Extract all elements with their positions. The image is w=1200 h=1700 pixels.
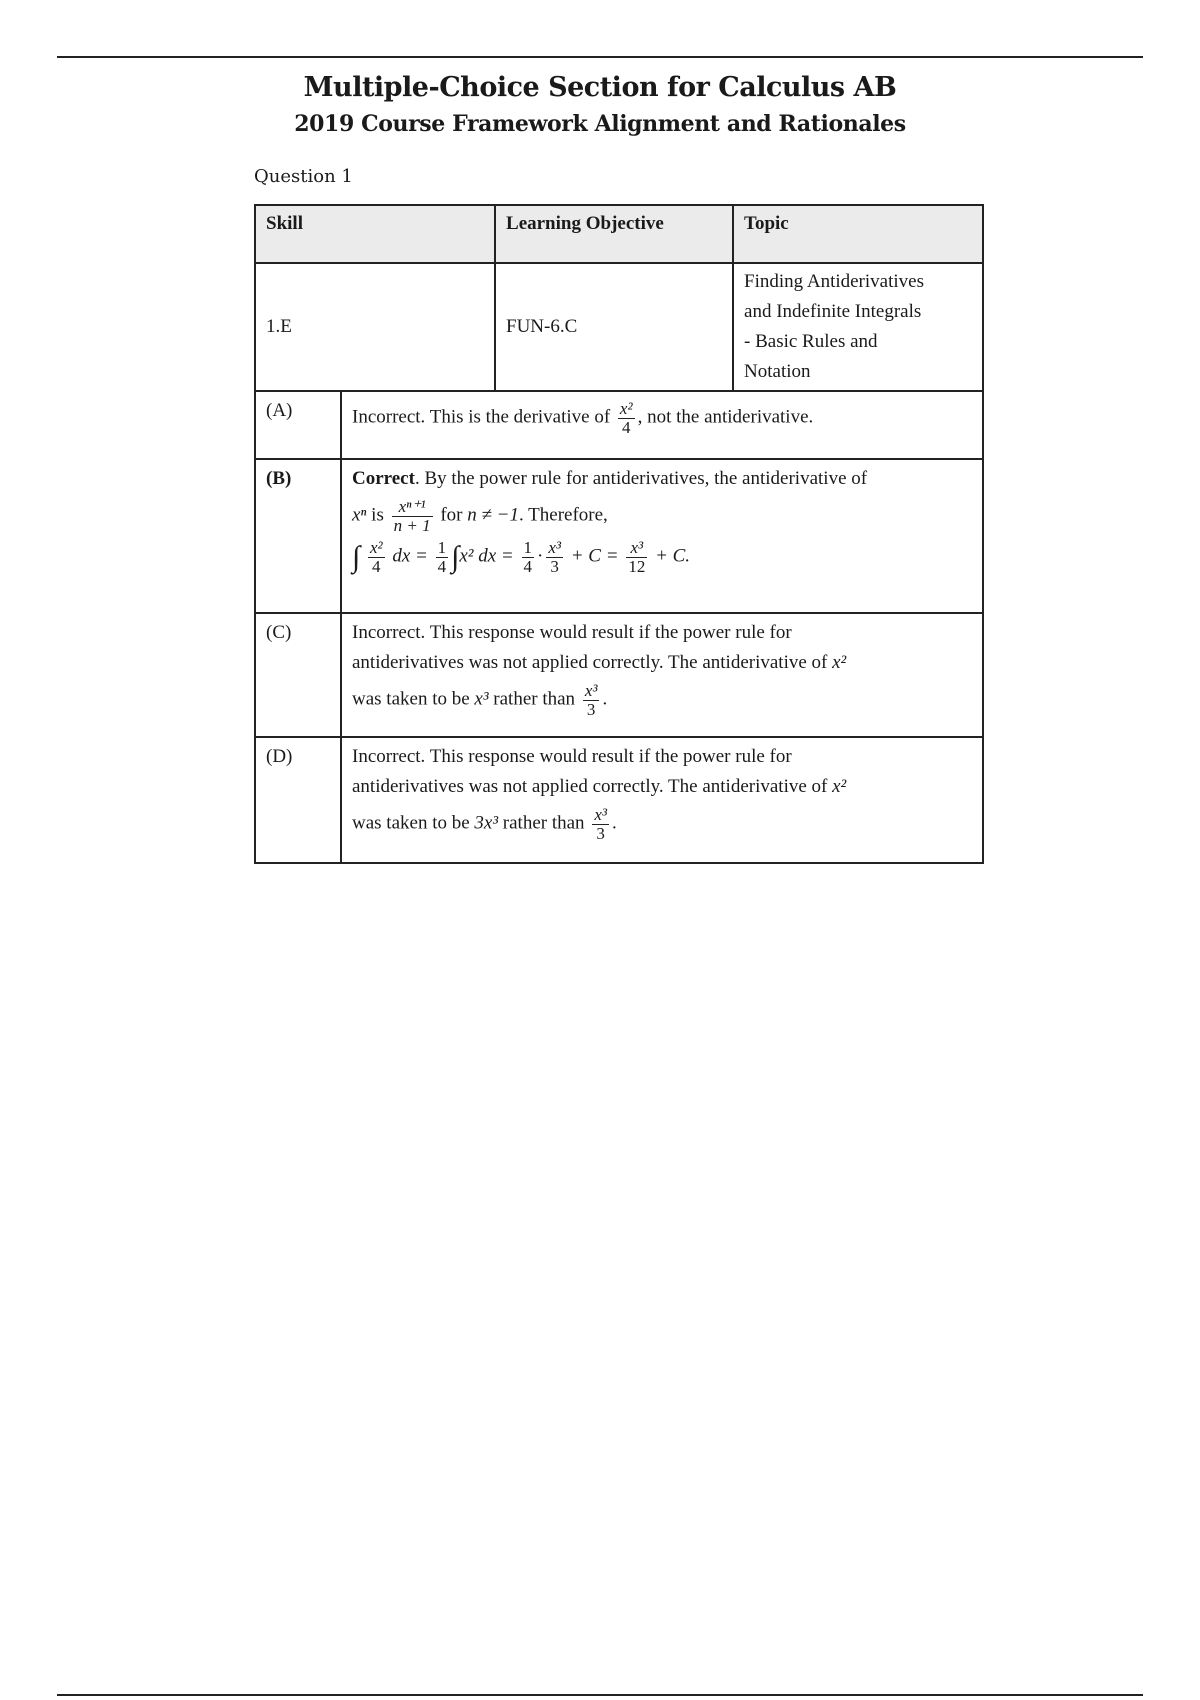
answer-a-text-before: Incorrect. This is the derivative of bbox=[352, 406, 611, 428]
was-taken-text: was taken to be bbox=[352, 688, 470, 710]
fraction-numerator: x³ bbox=[626, 539, 647, 558]
answer-label-b: (B) bbox=[255, 459, 341, 613]
header-topic: Topic bbox=[733, 205, 983, 263]
integral-symbol: ∫ bbox=[352, 540, 361, 574]
fraction-denominator: 12 bbox=[628, 556, 646, 576]
math-dx: dx = bbox=[392, 545, 428, 567]
answer-row-d bbox=[255, 737, 983, 863]
fraction-numerator: x³ bbox=[548, 537, 561, 557]
topic-value bbox=[733, 263, 983, 391]
fraction-1-over-4 bbox=[522, 539, 535, 576]
fraction-numerator: x³ bbox=[594, 805, 607, 824]
fraction-x3-over-3 bbox=[546, 539, 563, 576]
topic-line: and Indefinite Integrals bbox=[744, 301, 922, 322]
topic-line: - Basic Rules and bbox=[744, 331, 878, 352]
math-x2: x² bbox=[832, 652, 847, 673]
fraction-numerator: x² bbox=[619, 399, 633, 418]
fraction-x3-over-3 bbox=[592, 806, 609, 843]
math-condition: n ≠ −1 bbox=[467, 504, 519, 526]
answer-text-c bbox=[341, 613, 983, 737]
answer-d-line-2-text: antiderivatives was not applied correctly. The antiderivative of bbox=[352, 776, 828, 797]
fraction-numerator: x³ bbox=[584, 681, 598, 700]
fraction-x2-over-4 bbox=[618, 400, 635, 437]
fraction-x2-over-4 bbox=[368, 539, 385, 576]
fraction-numerator: xⁿ⁺¹ bbox=[392, 498, 433, 517]
answer-d-line-3 bbox=[352, 806, 972, 843]
answer-row-c bbox=[255, 613, 983, 737]
answer-c-line-1: Incorrect. This response would result if the power rule for bbox=[352, 622, 792, 643]
answer-row-b bbox=[255, 459, 983, 613]
answer-text-a bbox=[341, 391, 983, 459]
page-subtitle: 2019 Course Framework Alignment and Rationales bbox=[294, 111, 906, 137]
rather-than-text: rather than bbox=[493, 688, 576, 710]
answer-c-line-2 bbox=[352, 648, 972, 678]
power-rule-fraction bbox=[392, 498, 433, 535]
math-x-to-n: xⁿ bbox=[352, 504, 367, 526]
answer-c-line-2-text: antiderivatives was not applied correctly. The antiderivative of bbox=[352, 652, 828, 673]
learning-objective-value: FUN-6.C bbox=[495, 263, 733, 391]
topic-line: Finding Antiderivatives bbox=[744, 271, 924, 292]
word-for: for bbox=[440, 504, 463, 526]
fraction-denominator: n + 1 bbox=[393, 515, 431, 535]
math-dot: · bbox=[537, 545, 544, 567]
answer-d-line-2 bbox=[352, 772, 972, 802]
fraction-numerator: x² bbox=[369, 537, 383, 557]
answer-a-text-after: , not the antiderivative. bbox=[637, 406, 814, 428]
word-is: is bbox=[371, 504, 384, 526]
top-rule bbox=[57, 56, 1143, 58]
rather-than-text: rather than bbox=[502, 812, 585, 834]
math-x2: x² bbox=[832, 776, 847, 797]
math-taken-value: x³ bbox=[474, 688, 489, 710]
header-skill: Skill bbox=[255, 205, 495, 263]
answer-d-line-1: Incorrect. This response would result if the power rule for bbox=[352, 746, 792, 767]
answer-text-b bbox=[341, 459, 983, 613]
answer-b-line-2 bbox=[352, 498, 972, 535]
fraction-numerator: 1 bbox=[437, 537, 447, 557]
fraction-denominator: 3 bbox=[596, 823, 605, 843]
answer-text-d bbox=[341, 737, 983, 863]
bottom-rule bbox=[57, 1694, 1143, 1696]
fraction-denominator: 4 bbox=[523, 556, 532, 576]
word-therefore: . Therefore, bbox=[519, 504, 608, 526]
answer-label-c: (C) bbox=[255, 613, 341, 737]
integral-symbol: ∫ bbox=[451, 540, 460, 574]
fraction-denominator: 4 bbox=[437, 556, 447, 576]
alignment-table bbox=[254, 204, 984, 864]
header-learning-objective: Learning Objective bbox=[495, 205, 733, 263]
fraction-x3-over-12 bbox=[626, 539, 647, 576]
page-title: Multiple-Choice Section for Calculus AB bbox=[303, 72, 897, 103]
math-taken-value: 3x³ bbox=[474, 812, 499, 834]
fraction-numerator: 1 bbox=[523, 537, 532, 557]
math-plus-c-end: + C. bbox=[655, 545, 691, 567]
integral-equation bbox=[352, 539, 972, 576]
meta-row bbox=[255, 263, 983, 391]
answer-row-a bbox=[255, 391, 983, 459]
fraction-x3-over-3 bbox=[583, 682, 600, 719]
fraction-denominator: 3 bbox=[550, 556, 559, 576]
math-x2-dx: x² dx = bbox=[459, 545, 514, 567]
fraction-denominator: 4 bbox=[372, 556, 381, 576]
correct-lead: Correct bbox=[352, 468, 415, 489]
answer-b-line-1 bbox=[352, 464, 972, 494]
fraction-denominator: 4 bbox=[622, 417, 631, 437]
question-label: Question 1 bbox=[254, 166, 353, 187]
math-plus-c: + C = bbox=[570, 545, 619, 567]
answer-label-a: (A) bbox=[255, 391, 341, 459]
header-row bbox=[255, 205, 983, 263]
sentence-end: . bbox=[611, 812, 617, 834]
answer-label-d: (D) bbox=[255, 737, 341, 863]
skill-value: 1.E bbox=[255, 263, 495, 391]
topic-line: Notation bbox=[744, 361, 811, 382]
sentence-end: . bbox=[602, 688, 608, 710]
fraction-1-over-4 bbox=[436, 539, 449, 576]
was-taken-text: was taken to be bbox=[352, 812, 470, 834]
fraction-denominator: 3 bbox=[586, 699, 596, 719]
answer-c-line-3 bbox=[352, 682, 972, 719]
answer-b-text1: . By the power rule for antiderivatives, the antiderivative of bbox=[414, 468, 868, 489]
